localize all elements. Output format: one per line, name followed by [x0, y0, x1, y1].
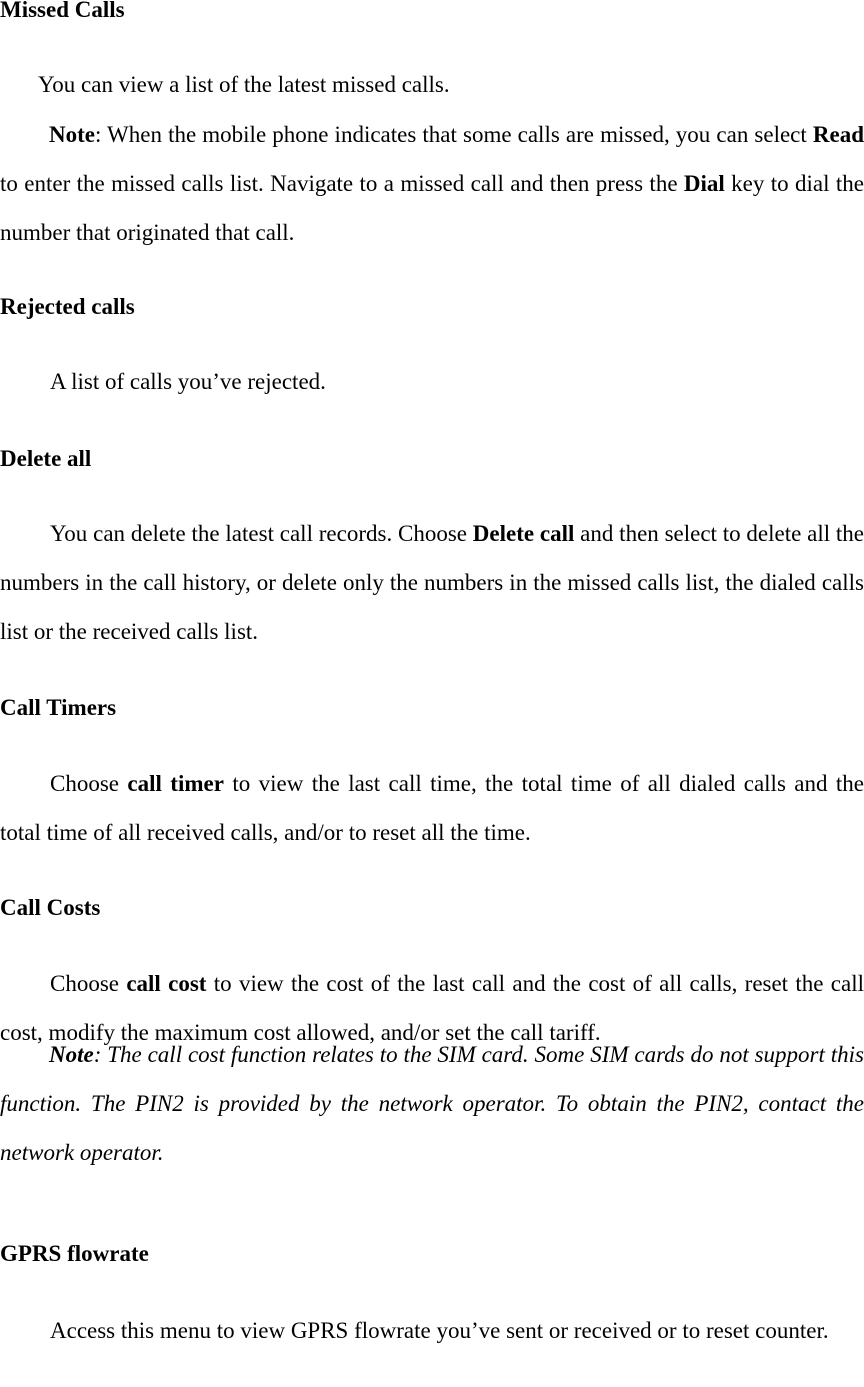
call-timers-body: [0, 759, 864, 857]
note-text-3: key to dial the number that originated that call.: [0, 171, 864, 245]
call-timers-text-1: Choose: [50, 771, 128, 796]
rejected-calls-body: A list of calls you’ve rejected.: [50, 369, 326, 394]
call-costs-note: [0, 1030, 864, 1177]
heading-call-timers: Call Timers: [0, 695, 117, 720]
delete-all-text-2: and then select to delete all the numbers in the call history, or delete only the numbers in the missed calls list, the dialed calls list or the received calls list.: [0, 521, 864, 644]
note-label: Note: [49, 122, 95, 147]
note-text-2: to enter the missed calls list. Navigate to a missed call and then press the: [0, 171, 684, 196]
call-costs-text-2: to view the cost of the last call and the cost of all calls, reset the call cost, modify the maximum cost allowed, and/or set the call tariff.: [0, 971, 864, 1045]
call-timers-text-2: to view the last call time, the total time of all dialed calls and the total time of all received calls, and/or to reset all the time.: [0, 771, 864, 845]
heading-delete-all: Delete all: [0, 446, 92, 471]
delete-all-body: [0, 509, 864, 656]
call-costs-note-text: : The call cost function relates to the SIM card. Some SIM cards do not support this function. The PIN2 is provided by the network operator. To obtain the PIN2, contact the network operator.: [0, 1042, 864, 1165]
call-costs-text-1: Choose: [50, 971, 127, 996]
delete-call-label: Delete call: [472, 521, 575, 546]
call-timer-label: call timer: [127, 771, 224, 796]
note-text-1: : When the mobile phone indicates that some calls are missed, you can select: [94, 122, 813, 147]
heading-gprs-flowrate: GPRS flowrate: [0, 1241, 149, 1266]
missed-calls-intro: You can view a list of the latest missed calls.: [38, 72, 450, 97]
delete-all-text-1: You can delete the latest call records. Choose: [50, 521, 473, 546]
heading-rejected-calls: Rejected calls: [0, 294, 135, 319]
read-label: Read: [812, 122, 864, 147]
call-costs-note-label: Note: [49, 1042, 94, 1067]
missed-calls-note: [0, 110, 864, 257]
call-cost-label: call cost: [126, 971, 207, 996]
heading-missed-calls: Missed Calls: [0, 0, 125, 22]
heading-call-costs: Call Costs: [0, 895, 101, 920]
dial-label: Dial: [683, 171, 725, 196]
gprs-flowrate-body: Access this menu to view GPRS flowrate you’ve sent or received or to reset counter.: [50, 1318, 829, 1343]
